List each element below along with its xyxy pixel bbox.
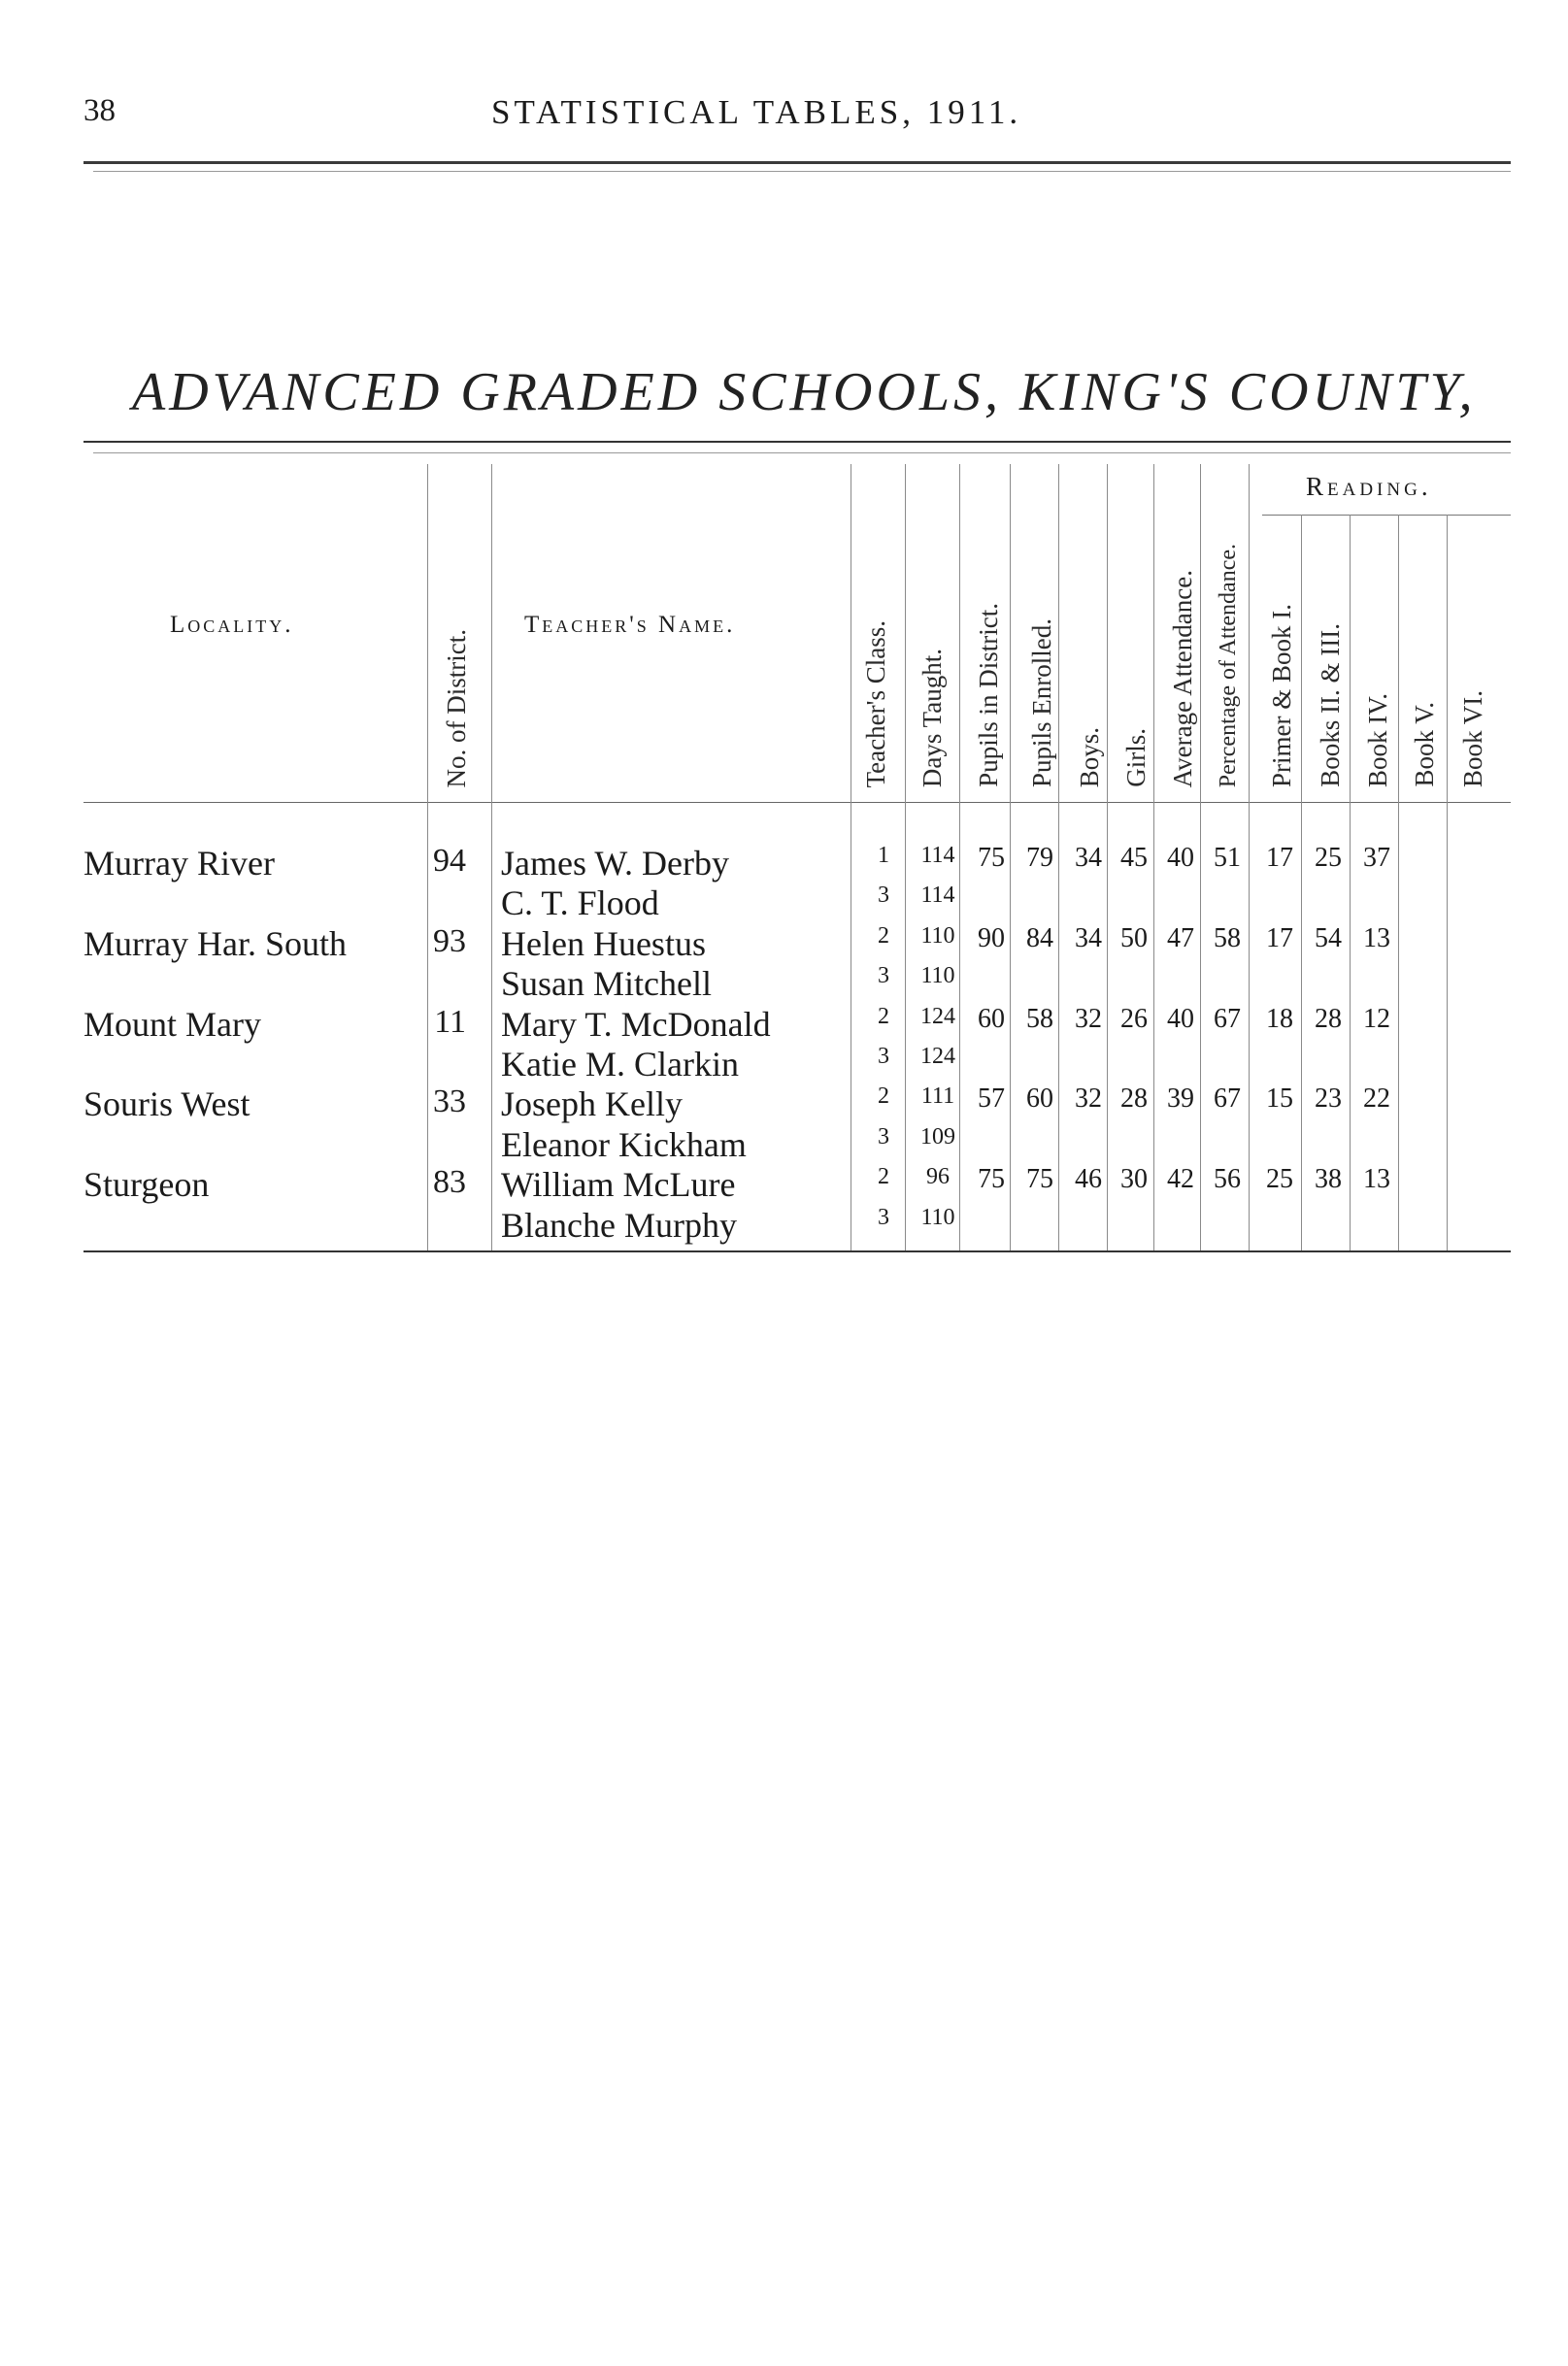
header-primer-book1: Primer & Book I. [1267,604,1296,787]
days-cell: 111 [920,1083,955,1110]
column-line [1301,515,1302,1250]
locality-cell: Murray Har. South [83,923,347,963]
pct-cell: 67 [1214,1003,1241,1034]
b23-cell: 23 [1315,1083,1342,1115]
teacher-name-cell: Eleanor Kickham [501,1124,747,1164]
enrolled-cell: 79 [1026,843,1053,873]
class-cell: 2 [878,922,889,949]
header-locality: Locality. [170,612,294,638]
days-cell: 109 [920,1123,955,1150]
class-cell: 2 [878,1003,889,1029]
header-book5: Book V. [1410,702,1439,787]
girls-cell: 28 [1120,1083,1148,1115]
pct-cell: 58 [1214,922,1241,953]
avg-cell: 47 [1167,922,1194,953]
b4-cell: 37 [1363,843,1390,873]
class-cell: 1 [878,843,889,868]
primer-cell: 17 [1266,843,1293,873]
teacher-name-cell: C. T. Flood [501,883,659,923]
primer-cell: 15 [1266,1083,1293,1115]
b4-cell: 13 [1363,922,1390,953]
header-average-attendance: Average Attendance. [1168,569,1197,787]
days-cell: 110 [920,1204,955,1230]
column-line [1447,515,1448,1250]
pct-cell: 51 [1214,843,1241,873]
header-books-2-3: Books II. & III. [1316,623,1345,787]
b4-cell: 12 [1363,1003,1390,1034]
boys-cell: 46 [1075,1164,1102,1195]
teacher-name-cell: James W. Derby [501,844,729,883]
class-cell: 2 [878,1164,889,1190]
avg-cell: 40 [1167,843,1194,873]
primer-cell: 25 [1266,1164,1293,1195]
girls-cell: 26 [1120,1003,1148,1034]
class-cell: 3 [878,883,889,909]
enrolled-cell: 60 [1026,1083,1053,1115]
header-district: No. of District. [442,628,471,787]
locality-cell: Souris West [83,1084,250,1124]
locality-cell: Murray River [83,844,275,883]
header-teacher-name: Teacher's Name. [524,612,736,638]
boys-cell: 32 [1075,1083,1102,1115]
header-bottom-rule [83,802,1511,803]
header-girls: Girls. [1121,728,1151,787]
head-rule [83,161,1511,164]
days-cell: 124 [920,1044,955,1069]
locality-cell: Sturgeon [83,1165,210,1205]
reading-group-rule [1262,515,1511,516]
b23-cell: 54 [1315,922,1342,953]
avg-cell: 40 [1167,1003,1194,1034]
teacher-name-cell: Mary T. McDonald [501,1004,771,1044]
b23-cell: 28 [1315,1003,1342,1034]
teacher-name-cell: William McLure [501,1165,736,1205]
primer-cell: 17 [1266,922,1293,953]
header-pupils-enrolled: Pupils Enrolled. [1027,618,1056,787]
class-cell: 3 [878,1123,889,1150]
girls-cell: 45 [1120,843,1148,873]
b23-cell: 38 [1315,1164,1342,1195]
enrolled-cell: 58 [1026,1003,1053,1034]
days-cell: 114 [920,843,955,868]
pupils-cell: 90 [978,922,1005,953]
b4-cell: 22 [1363,1083,1390,1115]
table-bottom-rule [83,1250,1511,1252]
teacher-name-cell: Susan Mitchell [501,964,712,1004]
district-cell: 94 [433,843,466,879]
column-line [1398,515,1399,1250]
column-line [491,464,492,1250]
boys-cell: 32 [1075,1003,1102,1034]
page-number: 38 [83,93,116,128]
header-percentage-attendance: Percentage of Attendance. [1216,543,1241,787]
pupils-cell: 60 [978,1003,1005,1034]
district-cell: 11 [434,1003,466,1040]
boys-cell: 34 [1075,922,1102,953]
b4-cell: 13 [1363,1164,1390,1195]
header-book6: Book VI. [1458,689,1487,787]
days-cell: 110 [920,963,955,989]
running-head [83,93,1511,142]
table-top-rule-thin [93,452,1511,453]
girls-cell: 50 [1120,922,1148,953]
header-reading: Reading. [1306,472,1432,501]
girls-cell: 30 [1120,1164,1148,1195]
teacher-name-cell: Blanche Murphy [501,1205,737,1245]
pupils-cell: 57 [978,1083,1005,1115]
class-cell: 3 [878,963,889,989]
pupils-cell: 75 [978,1164,1005,1195]
header-days-taught: Days Taught. [917,648,947,787]
teacher-name-cell: Joseph Kelly [501,1084,683,1124]
district-cell: 93 [433,922,466,959]
column-line [1350,515,1351,1250]
pupils-cell: 75 [978,843,1005,873]
district-cell: 83 [433,1164,466,1201]
locality-cell: Mount Mary [83,1004,261,1044]
days-cell: 96 [926,1164,950,1190]
days-cell: 114 [920,883,955,909]
class-cell: 2 [878,1083,889,1110]
days-cell: 124 [920,1003,955,1029]
table-top-rule [83,441,1511,443]
header-book4: Book IV. [1363,692,1392,787]
class-cell: 3 [878,1204,889,1230]
header-pupils-in-district: Pupils in District. [974,603,1003,787]
table-title: ADVANCED GRADED SCHOOLS, KING'S COUNTY, [132,362,1477,422]
enrolled-cell: 75 [1026,1164,1053,1195]
avg-cell: 42 [1167,1164,1194,1195]
header-teacher-class: Teacher's Class. [861,619,890,787]
pct-cell: 56 [1214,1164,1241,1195]
enrolled-cell: 84 [1026,922,1053,953]
teacher-name-cell: Helen Huestus [501,923,706,963]
class-cell: 3 [878,1044,889,1069]
avg-cell: 39 [1167,1083,1194,1115]
pct-cell: 67 [1214,1083,1241,1115]
days-cell: 110 [920,922,955,949]
teacher-name-cell: Katie M. Clarkin [501,1045,739,1083]
b23-cell: 25 [1315,843,1342,873]
district-cell: 33 [433,1083,466,1120]
header-boys: Boys. [1075,726,1104,787]
boys-cell: 34 [1075,843,1102,873]
running-title: STATISTICAL TABLES, 1911. [491,93,1022,131]
primer-cell: 18 [1266,1003,1293,1034]
head-rule-thin [93,171,1511,172]
